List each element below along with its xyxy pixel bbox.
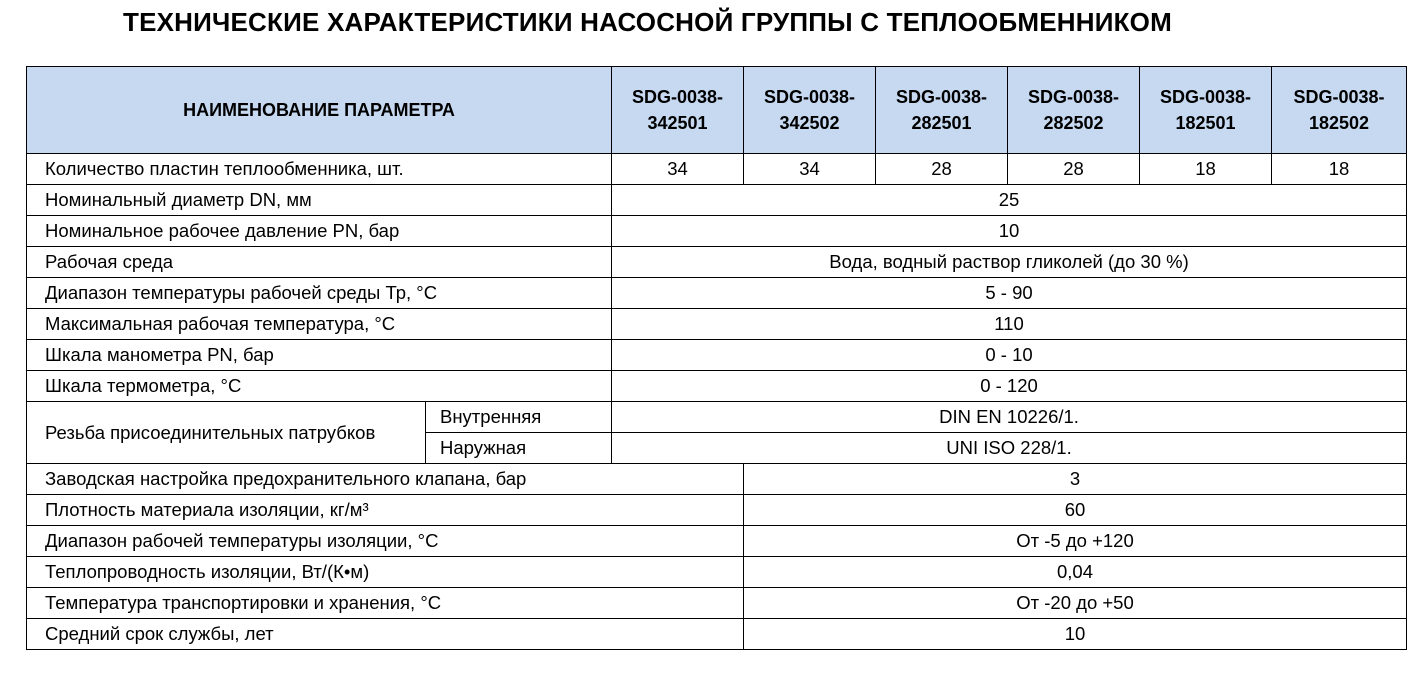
table-row	[27, 185, 1407, 216]
model-header: SDG-0038-282501	[876, 67, 1008, 154]
row-value: От -20 до +50	[744, 588, 1407, 619]
row-label: Количество пластин теплообменника, шт.	[27, 154, 612, 185]
table-row	[27, 526, 1407, 557]
row-label: Номинальный диаметр DN, мм	[27, 185, 612, 216]
model-header: SDG-0038-182501	[1140, 67, 1272, 154]
row-value: 0 - 120	[612, 371, 1407, 402]
row-value: 5 - 90	[612, 278, 1407, 309]
table-row	[27, 340, 1407, 371]
row-label: Шкала термометра, °C	[27, 371, 612, 402]
table-row	[27, 588, 1407, 619]
row-label: Максимальная рабочая температура, °C	[27, 309, 612, 340]
model-header: SDG-0038-342501	[612, 67, 744, 154]
row-label: Шкала манометра PN, бар	[27, 340, 612, 371]
row-value: 10	[612, 216, 1407, 247]
row-value: 10	[744, 619, 1407, 650]
model-header: SDG-0038-182502	[1272, 67, 1407, 154]
table-row	[27, 619, 1407, 650]
row-value: 3	[744, 464, 1407, 495]
table-row	[27, 247, 1407, 278]
row-label: Средний срок службы, лет	[27, 619, 744, 650]
thread-internal-label: Внутренняя	[426, 402, 612, 433]
row-value: 0,04	[744, 557, 1407, 588]
param-name-header: НАИМЕНОВАНИЕ ПАРАМЕТРА	[27, 67, 612, 154]
row-value: 110	[612, 309, 1407, 340]
row-value: 18	[1140, 154, 1272, 185]
row-label: Диапазон рабочей температуры изоляции, °C	[27, 526, 744, 557]
table-row	[27, 216, 1407, 247]
row-label: Плотность материала изоляции, кг/м³	[27, 495, 744, 526]
row-value: 25	[612, 185, 1407, 216]
row-value: От -5 до +120	[744, 526, 1407, 557]
thread-label: Резьба присоединительных патрубков	[27, 402, 426, 464]
table-row	[27, 371, 1407, 402]
table-row	[27, 309, 1407, 340]
row-value: Вода, водный раствор гликолей (до 30 %)	[612, 247, 1407, 278]
thread-external-value: UNI ISO 228/1.	[612, 433, 1407, 464]
model-header: SDG-0038-282502	[1008, 67, 1140, 154]
table-row	[27, 464, 1407, 495]
table-row	[27, 402, 1407, 433]
table-row	[27, 154, 1407, 185]
row-label: Номинальное рабочее давление PN, бар	[27, 216, 612, 247]
row-value: 34	[744, 154, 876, 185]
row-label: Заводская настройка предохранительного клапана, бар	[27, 464, 744, 495]
row-label: Температура транспортировки и хранения, °C	[27, 588, 744, 619]
page-title: ТЕХНИЧЕСКИЕ ХАРАКТЕРИСТИКИ НАСОСНОЙ ГРУППЫ С ТЕПЛООБМЕННИКОМ	[123, 7, 1172, 37]
table-row	[27, 557, 1407, 588]
header-row	[27, 67, 1407, 154]
row-value: 28	[876, 154, 1008, 185]
row-value: 60	[744, 495, 1407, 526]
row-value: 28	[1008, 154, 1140, 185]
model-header: SDG-0038-342502	[744, 67, 876, 154]
thread-external-label: Наружная	[426, 433, 612, 464]
row-value: 18	[1272, 154, 1407, 185]
row-label: Диапазон температуры рабочей среды Тр, °C	[27, 278, 612, 309]
table-row	[27, 495, 1407, 526]
table-row	[27, 278, 1407, 309]
thread-internal-value: DIN EN 10226/1.	[612, 402, 1407, 433]
row-value: 0 - 10	[612, 340, 1407, 371]
row-value: 34	[612, 154, 744, 185]
specifications-table	[26, 66, 1407, 650]
row-label: Рабочая среда	[27, 247, 612, 278]
row-label: Теплопроводность изоляции, Вт/(К•м)	[27, 557, 744, 588]
